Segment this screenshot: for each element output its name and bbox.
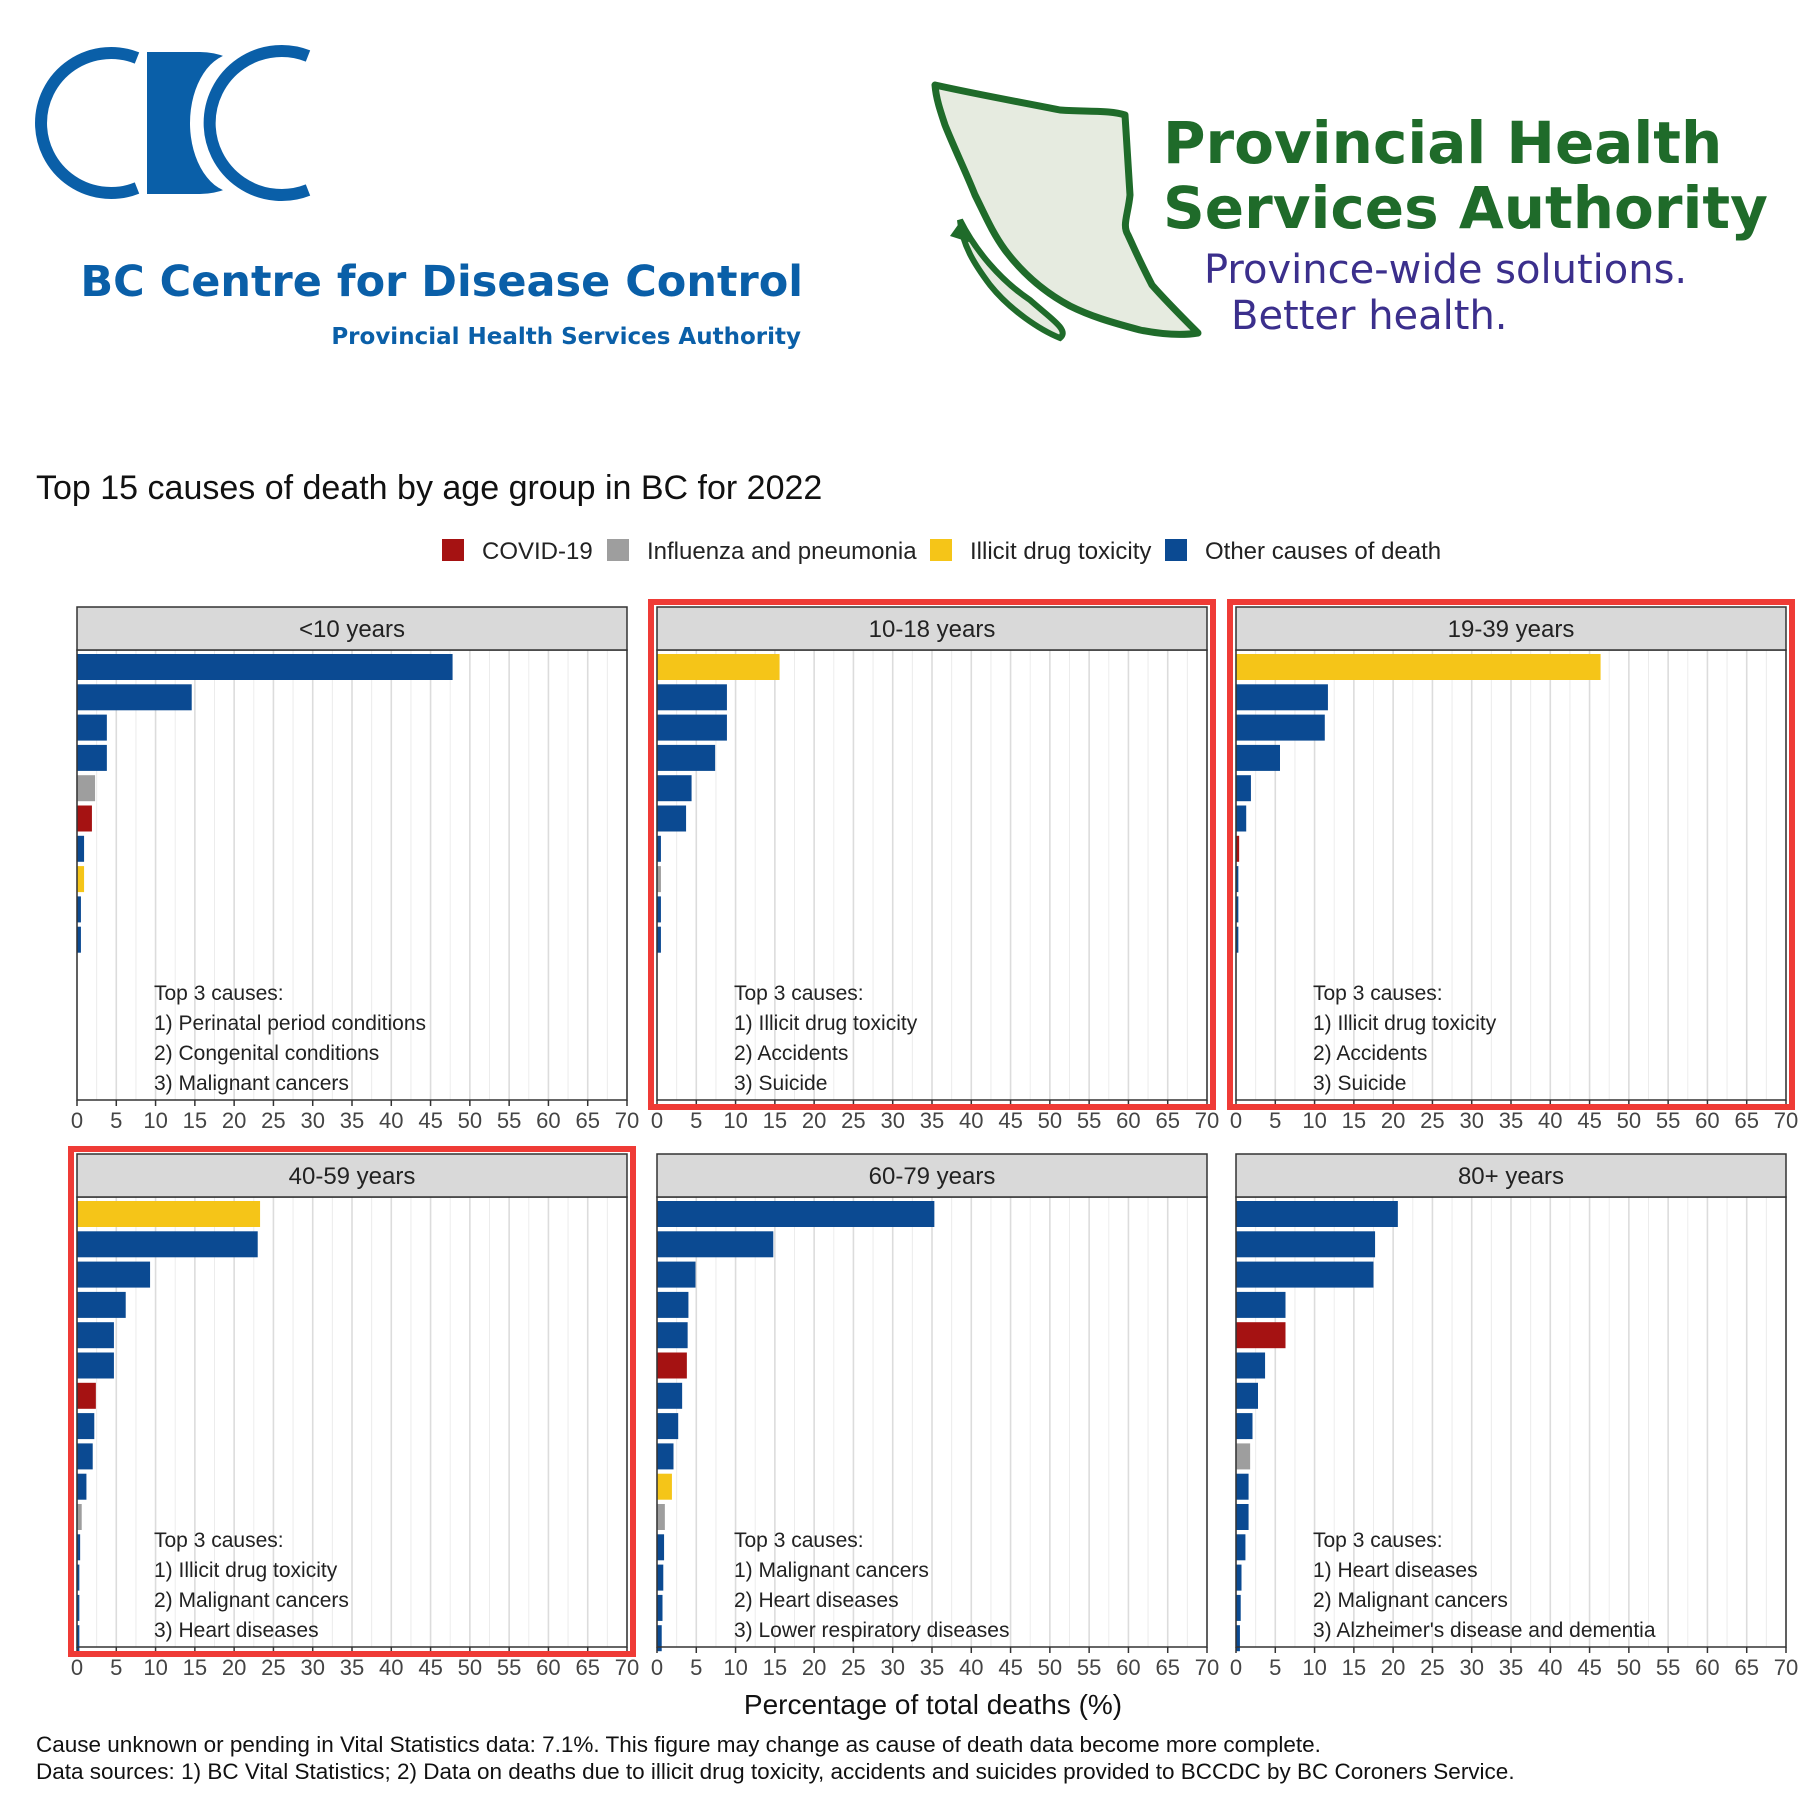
bar-other — [657, 1201, 934, 1227]
phsa-logo-map — [935, 85, 1198, 334]
x-tick-label: 50 — [1037, 1108, 1063, 1133]
legend-item-drug — [930, 538, 1151, 565]
x-tick-label: 30 — [880, 1108, 905, 1133]
top3-item: 2) Congenital conditions — [154, 1042, 380, 1065]
x-tick-label: 40 — [1538, 1108, 1563, 1133]
bar-other — [77, 745, 107, 771]
x-tick-label: 65 — [575, 1108, 600, 1133]
bar-other — [1236, 1504, 1249, 1530]
x-tick-label: 55 — [496, 1108, 522, 1133]
x-tick-label: 0 — [70, 1108, 84, 1133]
x-tick-label: 65 — [1155, 1655, 1180, 1680]
x-tick-label: 5 — [110, 1655, 123, 1680]
top3-item: 3) Lower respiratory diseases — [734, 1619, 1010, 1642]
top3-item: 3) Suicide — [734, 1072, 828, 1095]
legend-label-drug: Illicit drug toxicity — [970, 538, 1152, 565]
legend-item-covid — [442, 538, 593, 565]
x-tick-label: 10 — [723, 1655, 748, 1680]
x-tick-label: 60 — [1695, 1655, 1720, 1680]
x-tick-label: 40 — [379, 1655, 404, 1680]
top3-item: 1) Perinatal period conditions — [154, 1012, 426, 1035]
bar-other — [1236, 684, 1328, 710]
bar-other — [1236, 1292, 1286, 1318]
top3-item: 3) Heart diseases — [154, 1619, 319, 1642]
bar-other — [1236, 1231, 1375, 1257]
bar-other — [657, 715, 727, 741]
legend-item-other — [1165, 538, 1441, 565]
bar-other — [77, 1262, 150, 1288]
x-tick-label: 50 — [457, 1108, 483, 1133]
footnote-line2: Data sources: 1) BC Vital Statistics; 2) Data on deaths due to illicit drug toxicity, accidents and suicides provided to BCCDC by BC Coroners Service. — [36, 1759, 1515, 1784]
x-tick-label: 30 — [300, 1655, 325, 1680]
top3-item: 3) Alzheimer's disease and dementia — [1313, 1619, 1656, 1642]
panel-label: 40-59 years — [288, 1163, 416, 1190]
bar-other — [1236, 745, 1280, 771]
bar-other — [1236, 1262, 1374, 1288]
top3-item: 1) Illicit drug toxicity — [154, 1559, 338, 1582]
x-tick-label: 25 — [261, 1108, 286, 1133]
top3-item: 2) Accidents — [1313, 1042, 1428, 1065]
bar-other — [657, 1595, 663, 1621]
bar-covid — [1236, 1322, 1286, 1348]
phsa-logo — [935, 85, 1768, 339]
bar-other — [77, 654, 453, 680]
bar-other — [657, 1443, 674, 1469]
top3-heading: Top 3 causes: — [1313, 982, 1443, 1005]
legend-item-flu — [607, 538, 917, 565]
x-tick-label: 5 — [690, 1655, 703, 1680]
x-tick-label: 5 — [1269, 1108, 1282, 1133]
bccdc-logo-sub: Provincial Health Services Authority — [331, 324, 801, 350]
x-tick-label: 35 — [339, 1655, 365, 1680]
chart-panels — [71, 602, 1798, 1680]
top3-item: 1) Malignant cancers — [734, 1559, 929, 1582]
x-tick-label: 20 — [801, 1108, 827, 1133]
x-tick-label: 45 — [418, 1108, 443, 1133]
panel-label: 80+ years — [1457, 1163, 1565, 1190]
x-tick-label: 35 — [1498, 1655, 1524, 1680]
bar-other — [77, 1292, 126, 1318]
x-tick-label: 25 — [841, 1108, 866, 1133]
x-tick-label: 50 — [457, 1655, 483, 1680]
bar-other — [77, 1322, 114, 1348]
bar-flu — [77, 775, 95, 801]
top3-heading: Top 3 causes: — [1313, 1529, 1443, 1552]
bar-other — [77, 715, 107, 741]
bar-other — [1236, 806, 1246, 832]
x-tick-label: 40 — [959, 1655, 984, 1680]
bccdc-logo-name: BC Centre for Disease Control — [80, 257, 803, 307]
bar-other — [77, 1231, 258, 1257]
x-tick-label: 15 — [762, 1655, 788, 1680]
x-tick-label: 45 — [1577, 1108, 1602, 1133]
x-axis-label: Percentage of total deaths (%) — [743, 1689, 1123, 1720]
x-tick-label: 35 — [919, 1655, 945, 1680]
x-tick-label: 55 — [1655, 1655, 1681, 1680]
x-tick-label: 55 — [1076, 1655, 1102, 1680]
bar-drug — [657, 654, 780, 680]
bar-other — [1236, 1201, 1398, 1227]
x-tick-label: 10 — [1302, 1108, 1327, 1133]
x-tick-label: 10 — [143, 1655, 168, 1680]
x-tick-label: 20 — [1380, 1655, 1406, 1680]
bar-other — [657, 1413, 678, 1439]
top3-item: 1) Illicit drug toxicity — [734, 1012, 918, 1035]
bar-other — [1236, 1413, 1253, 1439]
bar-other — [77, 836, 84, 862]
x-tick-label: 5 — [1269, 1655, 1282, 1680]
panel-1 — [71, 607, 639, 1133]
x-tick-label: 30 — [880, 1655, 905, 1680]
bar-other — [657, 1231, 773, 1257]
legend-swatch-other — [1165, 539, 1187, 561]
x-tick-label: 0 — [1229, 1655, 1243, 1680]
footnote-line1: Cause unknown or pending in Vital Statistics data: 7.1%. This figure may change as cause of death data become more complete. — [36, 1732, 1321, 1757]
x-tick-label: 35 — [1498, 1108, 1524, 1133]
top3-heading: Top 3 causes: — [734, 1529, 864, 1552]
bar-other — [77, 1443, 93, 1469]
bar-other — [657, 745, 715, 771]
bar-other — [1236, 775, 1251, 801]
x-tick-label: 40 — [1538, 1655, 1563, 1680]
bar-other — [77, 684, 192, 710]
x-tick-label: 60 — [1695, 1108, 1720, 1133]
top3-item: 2) Malignant cancers — [154, 1589, 349, 1612]
legend — [442, 538, 1441, 565]
x-tick-label: 10 — [143, 1108, 168, 1133]
x-tick-label: 50 — [1037, 1655, 1063, 1680]
bar-flu — [1236, 1443, 1250, 1469]
legend-swatch-flu — [607, 539, 629, 561]
x-tick-label: 60 — [1116, 1108, 1141, 1133]
bar-other — [657, 775, 692, 801]
bar-other — [77, 1353, 114, 1379]
panel-5 — [651, 1154, 1219, 1680]
bar-covid — [657, 1353, 687, 1379]
x-tick-label: 55 — [1076, 1108, 1102, 1133]
x-tick-label: 20 — [221, 1108, 247, 1133]
x-tick-label: 20 — [801, 1655, 827, 1680]
x-tick-label: 25 — [1420, 1655, 1445, 1680]
bar-covid — [77, 1383, 96, 1409]
bar-drug — [77, 866, 84, 892]
phsa-logo-tagline1: Province-wide solutions. — [1204, 247, 1688, 293]
x-tick-label: 30 — [300, 1108, 325, 1133]
x-tick-label: 20 — [221, 1655, 247, 1680]
x-tick-label: 60 — [1116, 1655, 1141, 1680]
bar-other — [657, 684, 727, 710]
top3-heading: Top 3 causes: — [154, 1529, 284, 1552]
x-tick-label: 25 — [841, 1655, 866, 1680]
bar-other — [1236, 1383, 1258, 1409]
x-tick-label: 60 — [536, 1655, 561, 1680]
x-tick-label: 30 — [1459, 1655, 1484, 1680]
panel-label: 10-18 years — [868, 616, 996, 643]
x-tick-label: 65 — [1155, 1108, 1180, 1133]
x-tick-label: 65 — [575, 1655, 600, 1680]
x-tick-label: 5 — [690, 1108, 703, 1133]
bar-other — [657, 1292, 688, 1318]
x-tick-label: 35 — [339, 1108, 365, 1133]
x-tick-label: 70 — [1194, 1108, 1220, 1133]
bccdc-logo — [41, 51, 803, 350]
x-tick-label: 65 — [1734, 1655, 1759, 1680]
x-tick-label: 15 — [182, 1655, 208, 1680]
panel-label: 19-39 years — [1447, 616, 1575, 643]
bccdc-logo-c-left — [41, 53, 137, 193]
x-tick-label: 30 — [1459, 1108, 1484, 1133]
bar-other — [1236, 1353, 1265, 1379]
x-tick-label: 0 — [70, 1655, 84, 1680]
legend-swatch-drug — [930, 539, 952, 561]
x-tick-label: 70 — [614, 1655, 640, 1680]
bar-other — [657, 1262, 696, 1288]
bar-other — [657, 1534, 664, 1560]
top3-heading: Top 3 causes: — [154, 982, 284, 1005]
x-tick-label: 15 — [1341, 1655, 1367, 1680]
x-tick-label: 25 — [261, 1655, 286, 1680]
x-tick-label: 45 — [418, 1655, 443, 1680]
x-tick-label: 15 — [1341, 1108, 1367, 1133]
x-tick-label: 5 — [110, 1108, 123, 1133]
top3-item: 3) Suicide — [1313, 1072, 1407, 1095]
x-tick-label: 0 — [650, 1655, 664, 1680]
legend-swatch-covid — [442, 539, 464, 561]
x-tick-label: 0 — [650, 1108, 664, 1133]
bar-other — [1236, 1565, 1242, 1591]
panel-4 — [71, 1149, 639, 1680]
x-tick-label: 50 — [1616, 1655, 1642, 1680]
x-tick-label: 40 — [379, 1108, 404, 1133]
bar-other — [657, 1383, 682, 1409]
x-tick-label: 70 — [1773, 1655, 1799, 1680]
x-tick-label: 65 — [1734, 1108, 1759, 1133]
bar-other — [1236, 1474, 1249, 1500]
x-tick-label: 10 — [1302, 1655, 1327, 1680]
panel-6 — [1230, 1154, 1798, 1680]
bar-other — [77, 1474, 86, 1500]
phsa-logo-tagline2: Better health. — [1231, 293, 1508, 339]
x-tick-label: 45 — [998, 1108, 1023, 1133]
legend-label-covid: COVID-19 — [482, 538, 593, 565]
chart-title: Top 15 causes of death by age group in BC for 2022 — [36, 469, 823, 507]
panel-label: 60-79 years — [868, 1163, 996, 1190]
x-tick-label: 15 — [182, 1108, 208, 1133]
x-tick-label: 55 — [496, 1655, 522, 1680]
bar-other — [657, 806, 686, 832]
bar-drug — [77, 1201, 260, 1227]
x-tick-label: 35 — [919, 1108, 945, 1133]
legend-label-flu: Influenza and pneumonia — [647, 538, 917, 565]
x-tick-label: 45 — [998, 1655, 1023, 1680]
x-tick-label: 55 — [1655, 1108, 1681, 1133]
top3-heading: Top 3 causes: — [734, 982, 864, 1005]
panel-label: <10 years — [298, 616, 406, 643]
bar-other — [657, 1565, 663, 1591]
panel-2 — [651, 602, 1219, 1133]
bar-drug — [1236, 654, 1601, 680]
panel-3 — [1230, 602, 1798, 1133]
top3-item: 1) Illicit drug toxicity — [1313, 1012, 1497, 1035]
top3-item: 2) Heart diseases — [734, 1589, 899, 1612]
x-tick-label: 70 — [614, 1108, 640, 1133]
x-tick-label: 60 — [536, 1108, 561, 1133]
bar-other — [657, 1322, 688, 1348]
legend-label-other: Other causes of death — [1205, 538, 1442, 565]
bar-flu — [657, 1504, 665, 1530]
bar-drug — [657, 1474, 672, 1500]
bar-other — [77, 1413, 94, 1439]
x-tick-label: 10 — [723, 1108, 748, 1133]
x-tick-label: 20 — [1380, 1108, 1406, 1133]
phsa-logo-line1: Provincial Health — [1163, 109, 1723, 177]
x-tick-label: 15 — [762, 1108, 788, 1133]
bar-other — [1236, 1534, 1245, 1560]
top3-item: 3) Malignant cancers — [154, 1072, 349, 1095]
x-tick-label: 25 — [1420, 1108, 1445, 1133]
x-tick-label: 50 — [1616, 1108, 1642, 1133]
x-tick-label: 70 — [1194, 1655, 1220, 1680]
top3-item: 2) Malignant cancers — [1313, 1589, 1508, 1612]
top3-item: 1) Heart diseases — [1313, 1559, 1478, 1582]
top3-item: 2) Accidents — [734, 1042, 849, 1065]
bar-covid — [77, 806, 92, 832]
x-tick-label: 0 — [1229, 1108, 1243, 1133]
x-tick-label: 70 — [1773, 1108, 1799, 1133]
x-tick-label: 45 — [1577, 1655, 1602, 1680]
x-tick-label: 40 — [959, 1108, 984, 1133]
bar-other — [1236, 715, 1325, 741]
phsa-logo-line2: Services Authority — [1163, 174, 1768, 242]
